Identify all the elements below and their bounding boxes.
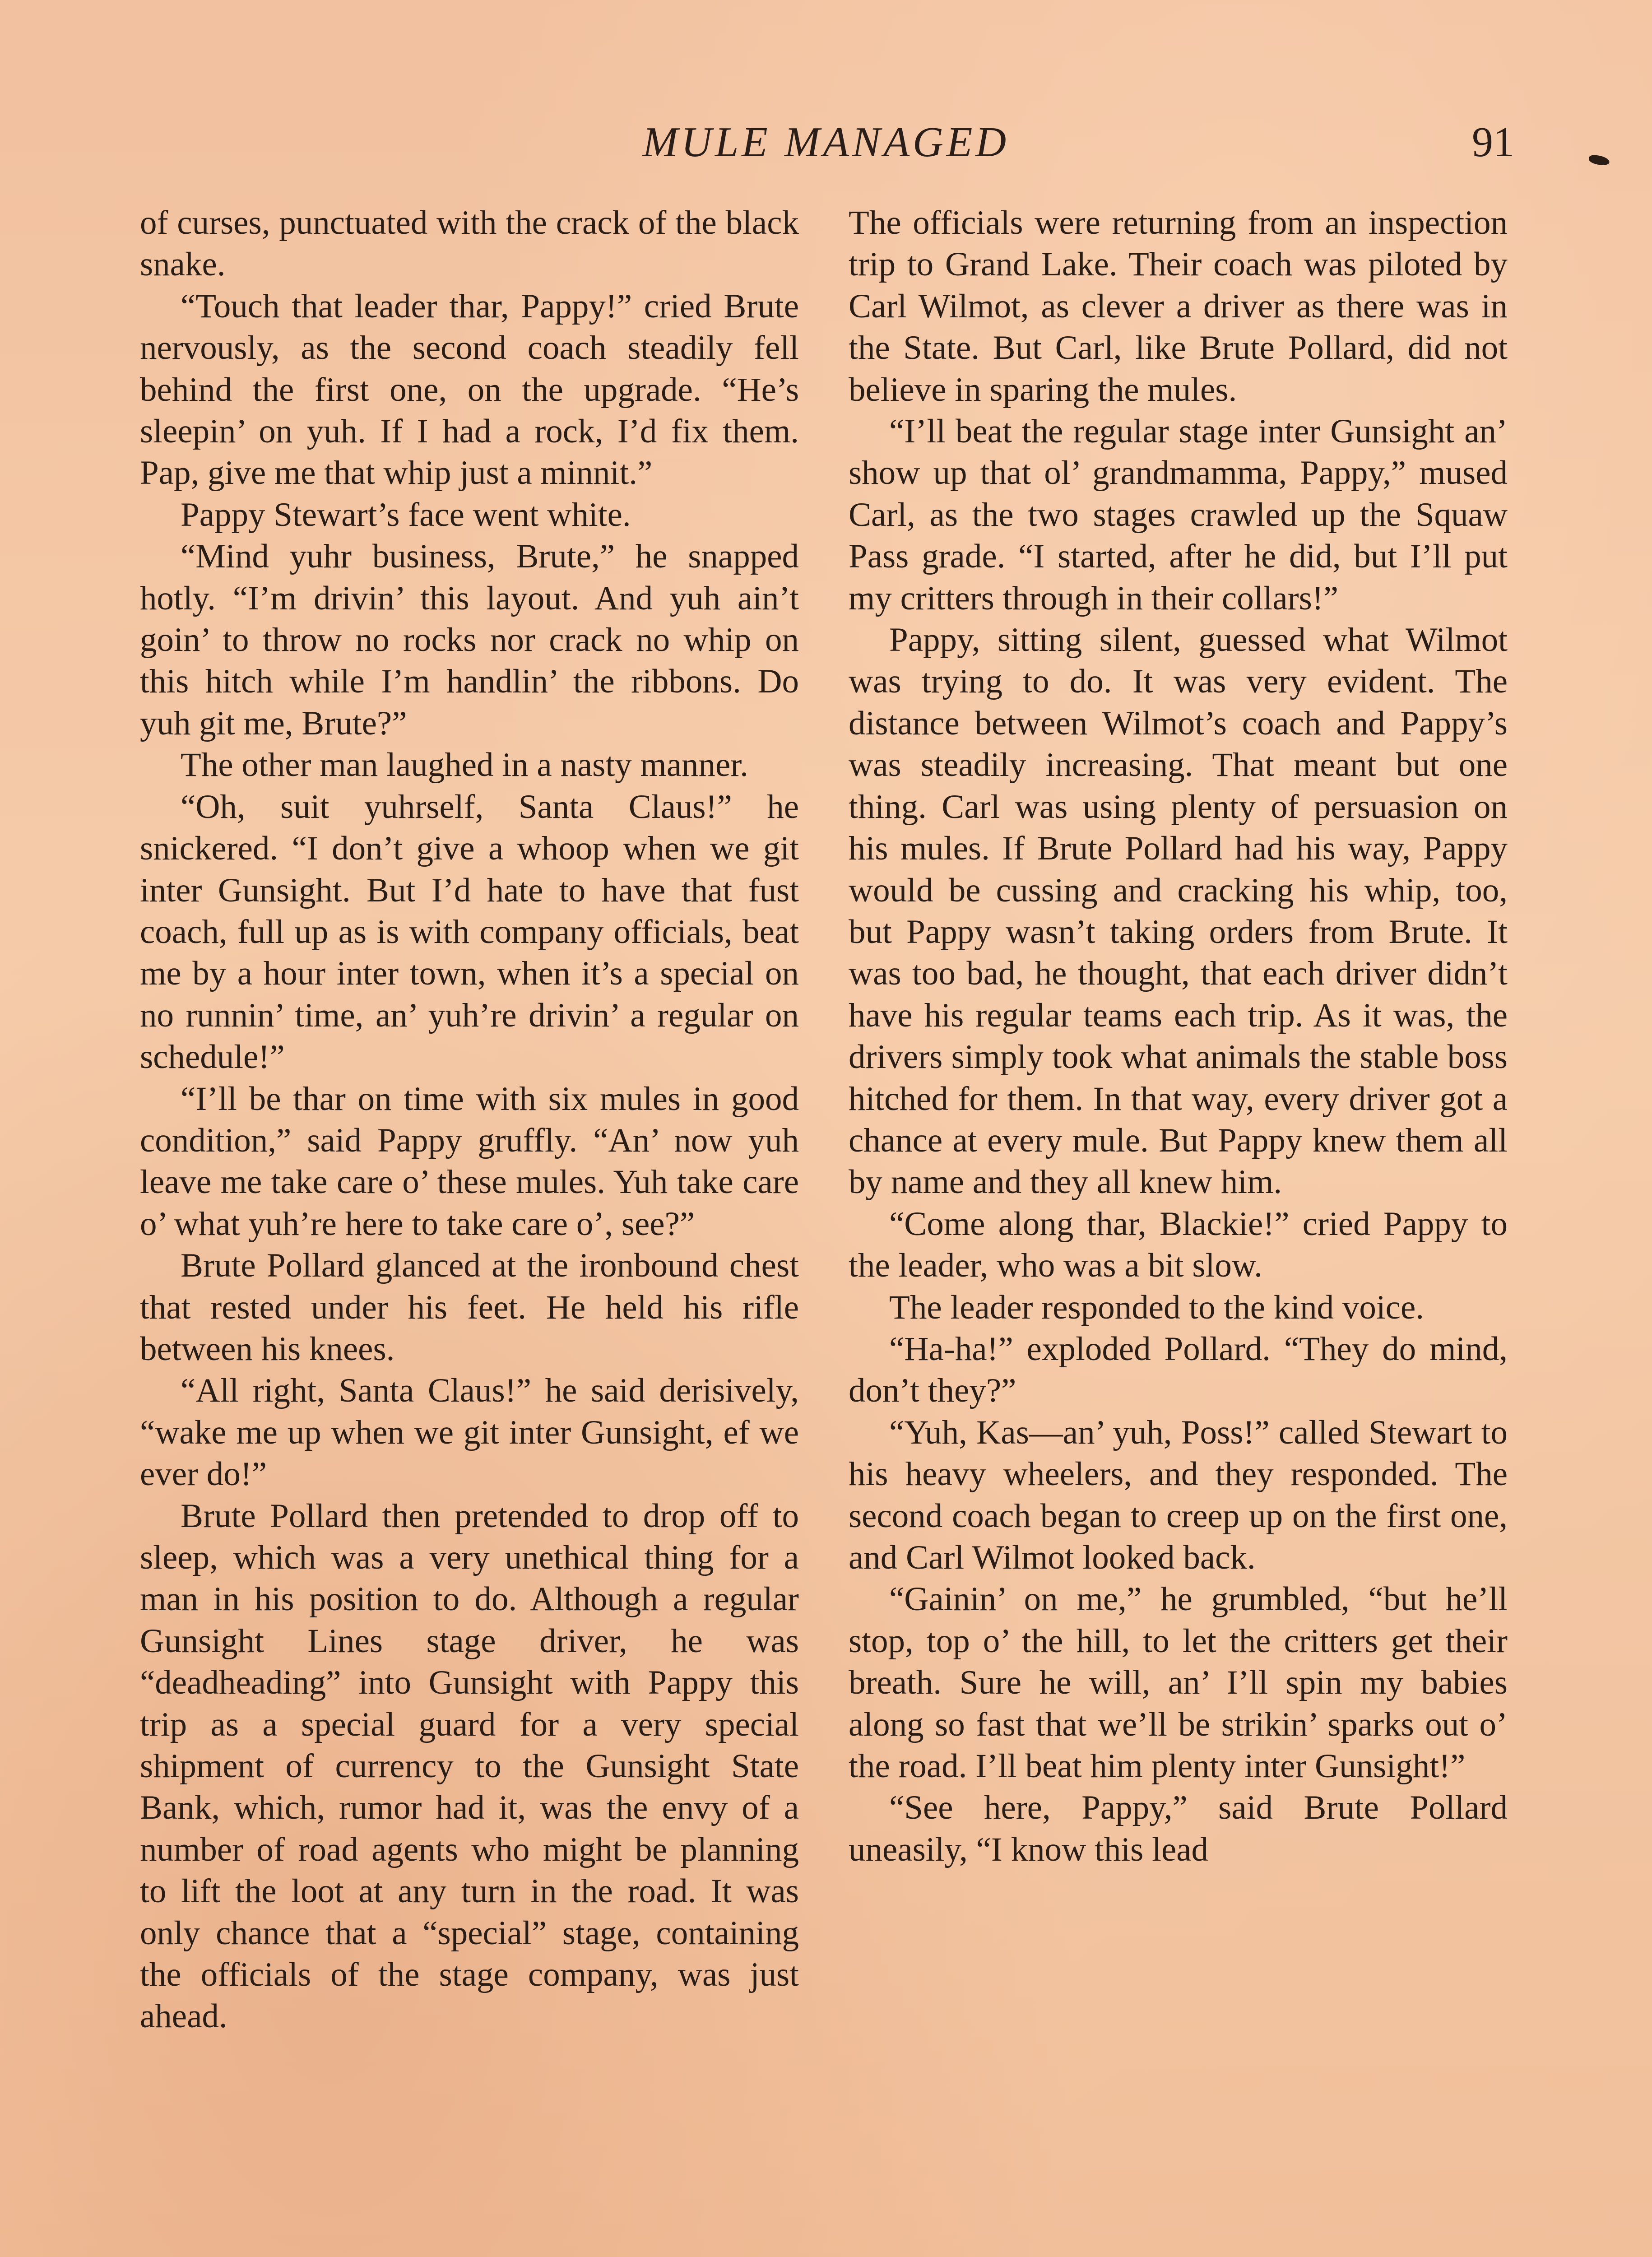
page-number: 91 [1472,119,1514,166]
paragraph: “I’ll be thar on time with six mules in good condition,” said Pappy gruffly. “An’ now yuh leave me take care o’ these mules. Yuh take care o’ what yuh’re here to take care o’, see?” [140,1080,799,1243]
right-text-column [849,202,1508,1871]
paragraph: Brute Pollard then pretended to drop off to sleep, which was a very unethical thing for a man in his position to do. Although a regular Gunsight Lines stage driver, he was “deadheading” into Gunsight with Pappy this trip as a special guard for a very special shipment of currency to the Gunsight State Bank, which, rumor had it, was the envy of a number of road agents who might be planning to lift the loot at any turn in the road. It was only chance that a “special” stage, containing the officials of the stage company, was just ahead. [140,1497,799,2035]
paragraph: “I’ll beat the regular stage inter Gunsight an’ show up that ol’ grandmamma, Pappy,” mused Carl, as the two stages crawled up the Squaw Pass grade. “I started, after he did, but I’ll put my critters through in their collars!” [849,413,1508,617]
paragraph: of curses, punctuated with the crack of the black snake. [140,204,799,283]
paragraph: The other man laughed in a nasty manner. [181,746,748,784]
ink-blot [1588,154,1610,167]
paragraph: “Ha-ha!” exploded Pollard. “They do mind, don’t they?” [849,1330,1508,1410]
paragraph: Pappy Stewart’s face went white. [181,496,631,534]
paragraph: “All right, Santa Claus!” he said derisively, “wake me up when we git inter Gunsight, ef we ever do!” [140,1372,799,1493]
paragraph: “See here, Pappy,” said Brute Pollard uneasily, “I know this lead [849,1789,1508,1868]
paragraph: “Mind yuhr business, Brute,” he snapped hotly. “I’m drivin’ this layout. And yuh ain’t goin’ to throw no rocks nor crack no whip on this hitch while I’m handlin’ the ribbons. Do yuh git me, Brute?” [140,538,799,742]
paragraph: “Yuh, Kas—an’ yuh, Poss!” called Stewart to his heavy wheelers, and they responded. The second coach began to creep up on the first one, and Carl Wilmot looked back. [849,1413,1508,1576]
paragraph: Brute Pollard glanced at the ironbound chest that rested under his feet. He held his rifle between his knees. [140,1247,799,1368]
paragraph: “Oh, suit yuhrself, Santa Claus!” he snickered. “I don’t give a whoop when we git inter Gunsight. But I’d hate to have that fust coach, full up as is with company officials, beat me by a hour inter town, when it’s a special on no runnin’ time, an’ yuh’re drivin’ a regular on schedule!” [140,788,799,1076]
paragraph: The officials were returning from an inspection trip to Grand Lake. Their coach was piloted by Carl Wilmot, as clever a driver as there was in the State. But Carl, like Brute Pollard, did not believe in sparing the mules. [849,204,1508,409]
paragraph: The leader responded to the kind voice. [889,1288,1424,1326]
paragraph: “Come along thar, Blackie!” cried Pappy to the leader, who was a bit slow. [849,1205,1508,1285]
paragraph: Pappy, sitting silent, guessed what Wilmot was trying to do. It was very evident. The distance between Wilmot’s coach and Pappy’s was steadily increasing. That meant but one thing. Carl was using plenty of persuasion on his mules. If Brute Pollard had his way, Pappy would be cussing and cracking his whip, too, but Pappy wasn’t taking orders from Brute. It was too bad, he thought, that each driver didn’t have his regular teams each trip. As it was, the drivers simply took what animals the stable boss hitched for them. In that way, every driver got a chance at every mule. But Pappy knew them all by name and they all knew him. [849,621,1508,1201]
paragraph: “Touch that leader thar, Pappy!” cried Brute nervously, as the second coach steadily fell behind the first one, on the upgrade. “He’s sleepin’ on yuh. If I had a rock, I’d fix them. Pap, give me that whip just a minnit.” [140,287,799,492]
paragraph: “Gainin’ on me,” he grumbled, “but he’ll stop, top o’ the hill, to let the critters get their breath. Sure he will, an’ I’ll spin my babies along so fast that we’ll be strikin’ sparks out o’ the road. I’ll beat him plenty inter Gunsight!” [849,1580,1508,1785]
running-title: MULE MANAGED [642,119,1010,166]
left-text-column [140,202,799,2038]
